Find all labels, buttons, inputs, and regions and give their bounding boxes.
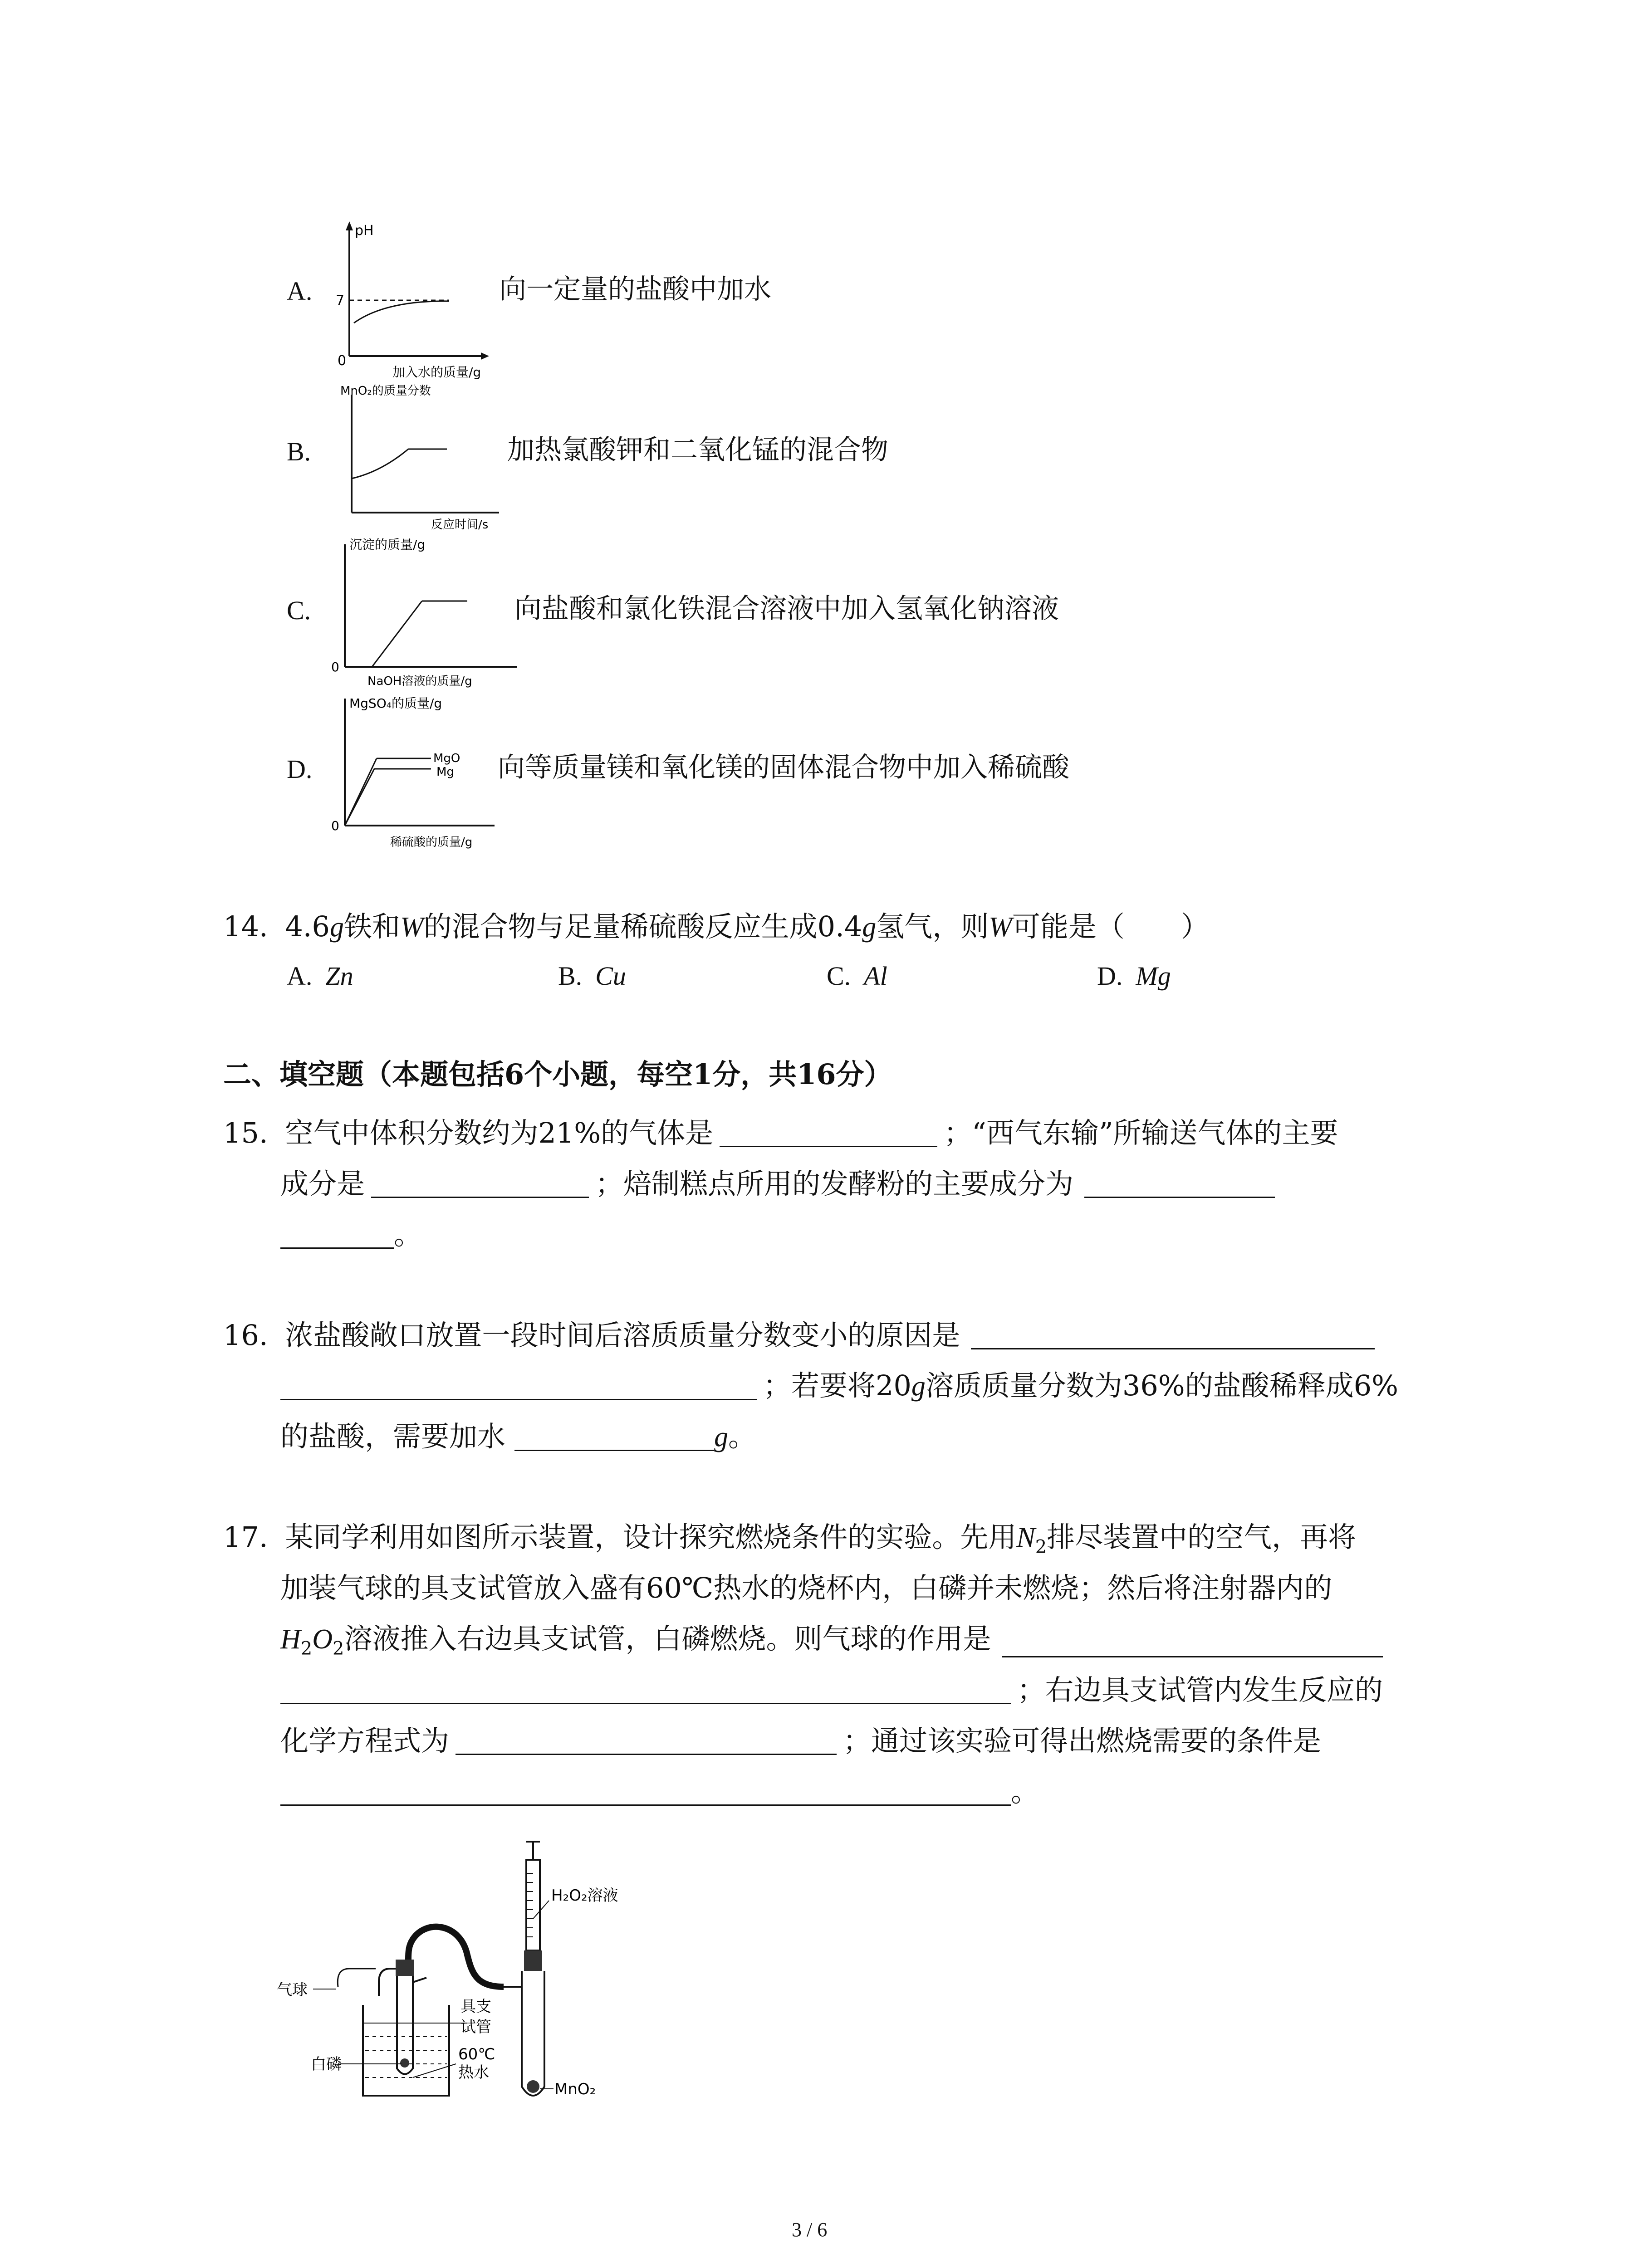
q14-choice-b-value: Cu [595,961,626,991]
q14-choice-b: B. Cu [558,961,626,991]
graph-c-xlabel: NaOH溶液的质量/g [367,675,472,688]
graph-b-ylabel: MnO₂的质量分数 [340,384,431,398]
q17-blank-2[interactable] [456,1726,837,1755]
option-d-letter: D. [287,754,313,784]
option-b-letter: B. [287,437,311,466]
q14-text-5: 氢气，则 [876,910,989,943]
q14-choice-a: A. Zn [287,961,353,991]
option-c-text: 向盐酸和氯化铁混合溶液中加入氢氧化钠溶液 [514,593,1059,625]
q17-blank-3[interactable] [280,1777,1011,1806]
option-c-letter: C. [287,596,311,625]
label-h2o2: H₂O₂溶液 [551,1887,618,1905]
q16-line-1: 16. 浓盐酸敞口放置一段时间后溶质质量分数变小的原因是 [223,1321,1375,1349]
q14-choice-a-value: Zn [325,961,353,991]
q14-var-2: W [989,912,1012,943]
graph-a-xlabel: 加入水的质量/g [392,365,481,380]
q15-line-2: 成分是 ；焙制糕点所用的发酵粉的主要成分为 [280,1169,1275,1198]
q16-line-2: ；若要将20g溶质质量分数为36%的盐酸稀释成6% [280,1372,1398,1400]
q16-line-3: 的盐酸，需要加水 g。 [280,1420,757,1453]
q14-text-6: 可能是（ ） [1012,910,1209,943]
q16-number: 16. [223,1319,268,1352]
q17-blank-1[interactable] [1002,1629,1383,1657]
graph-c-ylabel: 沉淀的质量/g [349,537,426,552]
graph-d-ylabel: MgSO₄的质量/g [349,696,442,711]
q14-text-3: 的混合物与足量稀硫酸反应生成 [423,910,818,943]
graph-d-origin: 0 [331,818,339,833]
graph-b [327,381,517,531]
graph-d-series-mg: Mg [436,765,454,779]
q14-choice-c-value: Al [864,961,887,991]
q17-line-5: 化学方程式为 ；通过该实验可得出燃烧需要的条件是 [280,1724,1322,1757]
q15-blank-2[interactable] [371,1169,589,1198]
q15-blank-3-cont[interactable] [280,1220,394,1249]
graph-d-xlabel: 稀硫酸的质量/g [390,836,473,849]
label-mno2: MnO₂ [554,2080,596,2098]
graph-a-ylabel: pH [355,223,374,239]
q16-blank-1-cont[interactable] [280,1372,757,1400]
q14-mass-2: 0.4 [817,910,862,943]
q17-blank-1-cont[interactable] [280,1676,1011,1704]
q15-blank-1[interactable] [720,1119,937,1147]
q14-unit-1: g [329,912,344,943]
q14-choice-c: C. Al [827,961,887,991]
graph-c [318,535,526,689]
section-2-heading: 二、填空题（本题包括6个小题，每空1分，共16分） [223,1058,892,1091]
q14-unit-2: g [862,912,877,943]
page-number: 3 / 6 [792,2219,828,2241]
q15-line-1: 15. 空气中体积分数约为21%的气体是 ；“西气东输”所输送气体的主要 [223,1116,1338,1149]
graph-b-xlabel: 反应时间/s [431,518,489,531]
q14-number: 14. [223,910,268,943]
q17-line-3: $H_2O_2$溶液推入右边具支试管，白磷燃烧。则气球的作用是 [280,1625,1383,1657]
apparatus-figure [277,1833,649,2114]
q17-line-2: 加装气球的具支试管放入盛有60℃热水的烧杯内，白磷并未燃烧；然后将注射器内的 [280,1571,1332,1604]
option-b-text: 加热氯酸钾和二氧化锰的混合物 [507,434,888,466]
label-phosphorus: 白磷 [311,2055,342,2073]
graph-a-origin: 0 [338,353,347,369]
q17-line-6: 。 [280,1777,1039,1806]
q14-var-1: W [400,912,424,943]
label-balloon: 气球 [277,1981,308,1999]
option-d-text: 向等质量镁和氧化镁的固体混合物中加入稀硫酸 [498,752,1069,783]
q14-choice-d: D. Mg [1097,961,1171,991]
q16-unit: g [911,1371,926,1402]
option-a-letter: A. [287,276,313,306]
q17-line-4: ；右边具支试管内发生反应的 [280,1676,1383,1704]
label-tube-2: 试管 [460,2018,491,2036]
graph-a [318,218,490,381]
label-tube-1: 具支 [460,1998,491,2016]
q16-blank-1[interactable] [971,1321,1375,1349]
q17-line-1: 17. 某同学利用如图所示装置，设计探究燃烧条件的实验。先用$N_2$排尽装置中的空气，再将 [223,1520,1357,1558]
q15-blank-3[interactable] [1084,1169,1275,1198]
q17-number: 17. [223,1520,268,1554]
q15-line-3: 。 [280,1220,422,1249]
q14-stem [223,910,1209,943]
q14-mass: 4.6 [285,910,330,943]
q15-number: 15. [223,1116,268,1149]
q14-choice-d-value: Mg [1136,961,1171,991]
q14-text-2: 铁和 [343,910,400,943]
option-a-text: 向一定量的盐酸中加水 [499,274,771,305]
graph-c-origin: 0 [331,660,339,675]
graph-d-series-mgo: MgO [433,752,460,765]
label-water-2: 热水 [458,2063,489,2082]
graph-d [318,689,508,853]
label-water-1: 60℃ [458,2045,495,2063]
graph-a-tick: 7 [336,293,345,308]
q16-blank-2[interactable] [514,1422,714,1451]
